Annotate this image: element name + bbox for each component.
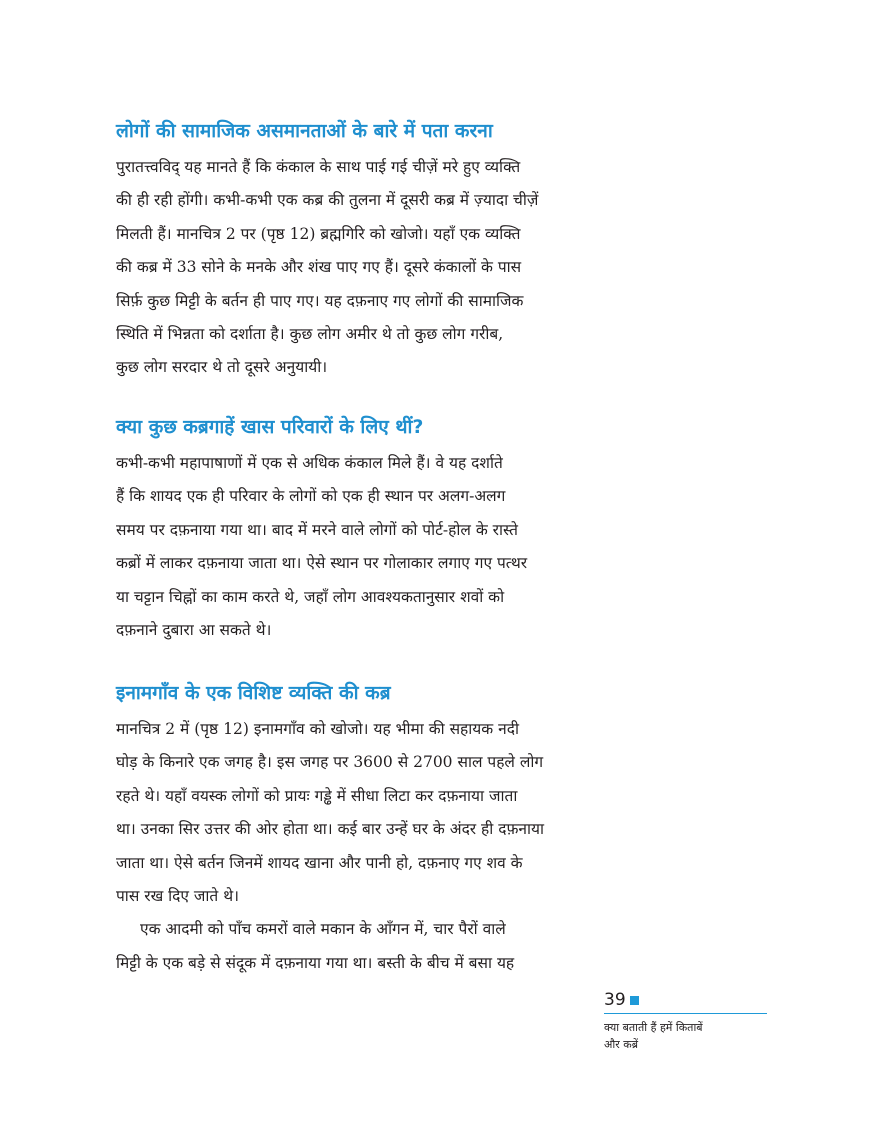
section-paragraph-2	[116, 913, 582, 980]
paragraph-line: की कब्र में 33 सोने के मनके और शंख पाए गए हैं। दूसरे कंकालों के पास	[116, 258, 522, 277]
chapter-title	[604, 1019, 767, 1053]
paragraph-line: घोड़ के किनारे एक जगह है। इस जगह पर 3600 से 2700 साल पहले लोग	[116, 753, 544, 772]
paragraph-line: सिर्फ़ कुछ मिट्टी के बर्तन ही पाए गए। यह दफ़नाए गए लोगों की सामाजिक	[116, 291, 524, 310]
paragraph-line: या चट्टान चिह्नों का काम करते थे, जहाँ लोग आवश्यकतानुसार शवों को	[116, 587, 505, 606]
paragraph-line: मानचित्र 2 में (पृष्ठ 12) इनामगाँव को खोजो। यह भीमा की सहायक नदी	[116, 720, 519, 738]
paragraph-line: जाता था। ऐसे बर्तन जिनमें शायद खाना और पानी हो, दफ़नाए गए शव के	[116, 853, 523, 872]
section-inamgaon-burial	[116, 679, 582, 980]
page-number-row	[604, 990, 767, 1010]
paragraph-line: मिलती हैं। मानचित्र 2 पर (पृष्ठ 12) ब्रह्मगिरि को खोजो। यहाँ एक व्यक्ति	[116, 224, 521, 243]
section-paragraph	[116, 713, 582, 913]
section-social-inequality	[116, 117, 582, 385]
paragraph-line: समय पर दफ़नाया गया था। बाद में मरने वाले लोगों को पोर्ट-होल के रास्ते	[116, 520, 518, 539]
paragraph-line: था। उनका सिर उत्तर की ओर होता था। कई बार उन्हें घर के अंदर ही दफ़नाया	[116, 820, 545, 839]
paragraph-line: कभी-कभी महापाषाणों में एक से अधिक कंकाल मिले हैं। वे यह दर्शाते	[116, 454, 503, 472]
chapter-title-line: क्या बताती हैं हमें किताबें	[604, 1021, 703, 1034]
section-paragraph	[116, 151, 582, 385]
section-heading: लोगों की सामाजिक असमानताओं के बारे में पता करना	[116, 120, 493, 142]
section-heading: इनामगाँव के एक विशिष्ट व्यक्ति की कब्र	[116, 682, 391, 704]
page-number: 39	[604, 990, 626, 1010]
section-heading: क्या कुछ कब्रगाहें खास परिवारों के लिए थीं?	[116, 416, 424, 438]
paragraph-line: की ही रही होंगी। कभी-कभी एक कब्र की तुलना में दूसरी कब्र में ज़्यादा चीज़ें	[116, 191, 539, 210]
section-family-burials	[116, 413, 582, 647]
footer-divider	[604, 1013, 767, 1014]
paragraph-line: रहते थे। यहाँ वयस्क लोगों को प्रायः गड्ढे में सीधा लिटा कर दफ़नाया जाता	[116, 786, 518, 805]
chapter-title-line: और कब्रें	[604, 1038, 638, 1051]
paragraph-line: मिट्टी के एक बड़े से संदूक में दफ़नाया गया था। बस्ती के बीच में बसा यह	[116, 953, 515, 972]
paragraph-line: स्थिति में भिन्नता को दर्शाता है। कुछ लोग अमीर थे तो कुछ लोग गरीब,	[116, 325, 504, 344]
paragraph-line: पुरातत्त्वविद् यह मानते हैं कि कंकाल के साथ पाई गई चीज़ें मरे हुए व्यक्ति	[116, 158, 521, 176]
square-marker-icon	[630, 996, 639, 1005]
paragraph-line: कुछ लोग सरदार थे तो दूसरे अनुयायी।	[116, 358, 328, 377]
section-paragraph	[116, 447, 582, 647]
paragraph-line: दफ़नाने दुबारा आ सकते थे।	[116, 621, 272, 640]
paragraph-line: पास रख दिए जाते थे।	[116, 887, 239, 906]
paragraph-line: हैं कि शायद एक ही परिवार के लोगों को एक ही स्थान पर अलग-अलग	[116, 487, 506, 506]
paragraph-line: एक आदमी को पाँच कमरों वाले मकान के आँगन में, चार पैरों वाले	[140, 920, 506, 939]
paragraph-line: कब्रों में लाकर दफ़नाया जाता था। ऐसे स्थान पर गोलाकार लगाए गए पत्थर	[116, 554, 528, 573]
page-footer	[604, 990, 767, 1053]
